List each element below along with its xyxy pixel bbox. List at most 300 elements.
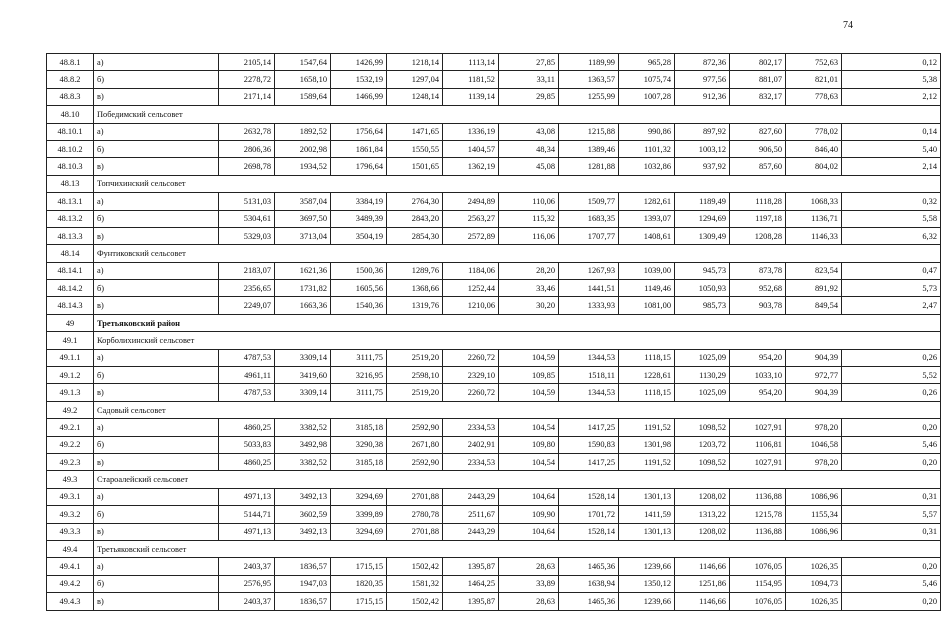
row-code: 48.10.1 [47, 123, 94, 140]
row-code: 48.13 [47, 175, 94, 192]
row-variant-label: в) [94, 523, 219, 540]
value-cell: 2171,14 [219, 88, 275, 105]
value-cell: 1500,36 [331, 262, 387, 279]
value-cell: 821,01 [786, 71, 842, 88]
value-cell: 1301,13 [619, 488, 675, 505]
section-title: Победимский сельсовет [94, 106, 941, 123]
value-cell: 1663,36 [275, 297, 331, 314]
row-code: 48.10.2 [47, 140, 94, 157]
value-cell: 1441,51 [559, 280, 619, 297]
value-cell: 1590,83 [559, 436, 619, 453]
value-cell: 1146,33 [786, 227, 842, 244]
row-code: 49.4.1 [47, 558, 94, 575]
value-cell: 1208,02 [675, 523, 730, 540]
value-cell: 1350,12 [619, 575, 675, 592]
value-cell: 5144,71 [219, 506, 275, 523]
value-cell: 897,92 [675, 123, 730, 140]
value-cell: 2249,07 [219, 297, 275, 314]
row-code: 49.3 [47, 471, 94, 488]
value-cell: 2780,78 [387, 506, 443, 523]
value-cell: 827,60 [730, 123, 786, 140]
value-cell: 1605,56 [331, 280, 387, 297]
value-cell: 5,46 [842, 575, 941, 592]
value-cell: 1395,87 [443, 593, 499, 610]
value-cell: 1502,42 [387, 593, 443, 610]
value-cell: 881,07 [730, 71, 786, 88]
value-cell: 110,06 [499, 193, 559, 210]
row-variant-label: б) [94, 71, 219, 88]
row-variant-label: а) [94, 349, 219, 366]
value-cell: 1701,72 [559, 506, 619, 523]
value-cell: 2632,78 [219, 123, 275, 140]
value-cell: 43,08 [499, 123, 559, 140]
row-variant-label: б) [94, 436, 219, 453]
value-cell: 1076,05 [730, 593, 786, 610]
value-cell: 1003,12 [675, 140, 730, 157]
table-row [47, 54, 941, 71]
value-cell: 965,28 [619, 54, 675, 71]
value-cell: 1301,13 [619, 523, 675, 540]
value-cell: 1007,28 [619, 88, 675, 105]
value-cell: 1417,25 [559, 419, 619, 436]
value-cell: 33,46 [499, 280, 559, 297]
value-cell: 1218,14 [387, 54, 443, 71]
value-cell: 1197,18 [730, 210, 786, 227]
value-cell: 0,31 [842, 523, 941, 540]
value-cell: 2260,72 [443, 349, 499, 366]
row-variant-label: б) [94, 140, 219, 157]
value-cell: 2671,80 [387, 436, 443, 453]
value-cell: 1333,93 [559, 297, 619, 314]
value-cell: 3697,50 [275, 210, 331, 227]
value-cell: 2764,30 [387, 193, 443, 210]
value-cell: 1118,15 [619, 349, 675, 366]
value-cell: 4787,53 [219, 384, 275, 401]
table-row [47, 227, 941, 244]
value-cell: 2701,88 [387, 488, 443, 505]
value-cell: 2806,36 [219, 140, 275, 157]
value-cell: 1032,86 [619, 158, 675, 175]
row-code: 48.14.1 [47, 262, 94, 279]
value-cell: 903,78 [730, 297, 786, 314]
value-cell: 1215,78 [730, 506, 786, 523]
value-cell: 1658,10 [275, 71, 331, 88]
value-cell: 1181,52 [443, 71, 499, 88]
value-cell: 1502,42 [387, 558, 443, 575]
value-cell: 2519,20 [387, 349, 443, 366]
value-cell: 1417,25 [559, 453, 619, 470]
section-title: Садовый сельсовет [94, 401, 941, 418]
value-cell: 1106,81 [730, 436, 786, 453]
value-cell: 1344,53 [559, 349, 619, 366]
value-cell: 1101,32 [619, 140, 675, 157]
table-row [47, 193, 941, 210]
row-variant-label: в) [94, 453, 219, 470]
value-cell: 1363,57 [559, 71, 619, 88]
row-code: 49.2.3 [47, 453, 94, 470]
row-code: 49.4 [47, 540, 94, 557]
value-cell: 1136,71 [786, 210, 842, 227]
value-cell: 1146,66 [675, 593, 730, 610]
value-cell: 2403,37 [219, 558, 275, 575]
table-row [47, 71, 941, 88]
value-cell: 2598,10 [387, 367, 443, 384]
value-cell: 1191,52 [619, 453, 675, 470]
value-cell: 1589,64 [275, 88, 331, 105]
value-cell: 1368,66 [387, 280, 443, 297]
value-cell: 1581,32 [387, 575, 443, 592]
value-cell: 1118,28 [730, 193, 786, 210]
row-variant-label: в) [94, 158, 219, 175]
value-cell: 1638,94 [559, 575, 619, 592]
value-cell: 3489,39 [331, 210, 387, 227]
section-title: Топчихинский сельсовет [94, 175, 941, 192]
value-cell: 1518,11 [559, 367, 619, 384]
row-code: 49.3.2 [47, 506, 94, 523]
value-cell: 0,31 [842, 488, 941, 505]
row-variant-label: а) [94, 488, 219, 505]
value-cell: 1471,65 [387, 123, 443, 140]
value-cell: 104,59 [499, 384, 559, 401]
value-cell: 823,54 [786, 262, 842, 279]
value-cell: 1026,35 [786, 593, 842, 610]
value-cell: 1540,36 [331, 297, 387, 314]
value-cell: 954,20 [730, 384, 786, 401]
value-cell: 2592,90 [387, 419, 443, 436]
row-code: 48.14 [47, 245, 94, 262]
row-code: 49.2 [47, 401, 94, 418]
value-cell: 5329,03 [219, 227, 275, 244]
district-header-row [47, 314, 941, 331]
value-cell: 2278,72 [219, 71, 275, 88]
value-cell: 832,17 [730, 88, 786, 105]
value-cell: 2334,53 [443, 419, 499, 436]
value-cell: 846,40 [786, 140, 842, 157]
value-cell: 0,32 [842, 193, 941, 210]
row-code: 49.3.1 [47, 488, 94, 505]
page-number: 74 [843, 20, 853, 31]
row-code: 49.1 [47, 332, 94, 349]
row-variant-label: а) [94, 54, 219, 71]
value-cell: 5,38 [842, 71, 941, 88]
value-cell: 1550,55 [387, 140, 443, 157]
table-row [47, 140, 941, 157]
value-cell: 1075,74 [619, 71, 675, 88]
row-code: 49.2.2 [47, 436, 94, 453]
table-row [47, 436, 941, 453]
value-cell: 115,32 [499, 210, 559, 227]
value-cell: 2403,37 [219, 593, 275, 610]
value-cell: 2563,27 [443, 210, 499, 227]
value-cell: 1426,99 [331, 54, 387, 71]
value-cell: 849,54 [786, 297, 842, 314]
row-code: 49.2.1 [47, 419, 94, 436]
value-cell: 1465,36 [559, 593, 619, 610]
row-variant-label: а) [94, 419, 219, 436]
value-cell: 1208,28 [730, 227, 786, 244]
row-code: 48.8.3 [47, 88, 94, 105]
value-cell: 4860,25 [219, 453, 275, 470]
row-code: 48.8.2 [47, 71, 94, 88]
value-cell: 891,92 [786, 280, 842, 297]
value-cell: 3111,75 [331, 384, 387, 401]
value-cell: 1033,10 [730, 367, 786, 384]
value-cell: 1046,58 [786, 436, 842, 453]
value-cell: 952,68 [730, 280, 786, 297]
value-cell: 1395,87 [443, 558, 499, 575]
value-cell: 1118,15 [619, 384, 675, 401]
value-cell: 3216,95 [331, 367, 387, 384]
value-cell: 1184,06 [443, 262, 499, 279]
value-cell: 1149,46 [619, 280, 675, 297]
value-cell: 1621,36 [275, 262, 331, 279]
value-cell: 0,20 [842, 453, 941, 470]
value-cell: 1309,49 [675, 227, 730, 244]
value-cell: 1026,35 [786, 558, 842, 575]
value-cell: 1501,65 [387, 158, 443, 175]
table-row [47, 262, 941, 279]
value-cell: 3587,04 [275, 193, 331, 210]
value-cell: 1528,14 [559, 488, 619, 505]
row-variant-label: б) [94, 210, 219, 227]
value-cell: 1319,76 [387, 297, 443, 314]
value-cell: 29,85 [499, 88, 559, 105]
row-code: 49.1.2 [47, 367, 94, 384]
value-cell: 4971,13 [219, 488, 275, 505]
value-cell: 5131,03 [219, 193, 275, 210]
table-row [47, 88, 941, 105]
value-cell: 1228,61 [619, 367, 675, 384]
value-cell: 1155,34 [786, 506, 842, 523]
section-title: Третьяковский сельсовет [94, 540, 941, 557]
table-row [47, 453, 941, 470]
row-code: 48.13.1 [47, 193, 94, 210]
value-cell: 2,14 [842, 158, 941, 175]
value-cell: 2329,10 [443, 367, 499, 384]
value-cell: 1756,64 [331, 123, 387, 140]
value-cell: 109,80 [499, 436, 559, 453]
value-cell: 1098,52 [675, 419, 730, 436]
value-cell: 3504,19 [331, 227, 387, 244]
row-code: 48.14.2 [47, 280, 94, 297]
value-cell: 1098,52 [675, 453, 730, 470]
value-cell: 3492,13 [275, 488, 331, 505]
value-cell: 1707,77 [559, 227, 619, 244]
section-title: Корболихинский сельсовет [94, 332, 941, 349]
value-cell: 104,64 [499, 523, 559, 540]
value-cell: 1086,96 [786, 488, 842, 505]
value-cell: 1025,09 [675, 349, 730, 366]
value-cell: 1362,19 [443, 158, 499, 175]
value-cell: 3185,18 [331, 419, 387, 436]
table-row [47, 123, 941, 140]
value-cell: 5,58 [842, 210, 941, 227]
value-cell: 1136,88 [730, 523, 786, 540]
value-cell: 1465,36 [559, 558, 619, 575]
value-cell: 28,63 [499, 593, 559, 610]
table-row [47, 575, 941, 592]
value-cell: 1025,09 [675, 384, 730, 401]
value-cell: 1344,53 [559, 384, 619, 401]
value-cell: 33,11 [499, 71, 559, 88]
value-cell: 1251,86 [675, 575, 730, 592]
row-variant-label: а) [94, 558, 219, 575]
value-cell: 1464,25 [443, 575, 499, 592]
value-cell: 802,17 [730, 54, 786, 71]
value-cell: 1411,59 [619, 506, 675, 523]
value-cell: 2356,65 [219, 280, 275, 297]
value-cell: 1136,88 [730, 488, 786, 505]
value-cell: 3399,89 [331, 506, 387, 523]
value-cell: 3602,59 [275, 506, 331, 523]
row-code: 49 [47, 314, 94, 331]
value-cell: 1547,64 [275, 54, 331, 71]
value-cell: 1731,82 [275, 280, 331, 297]
table-row [47, 349, 941, 366]
value-cell: 5033,83 [219, 436, 275, 453]
value-cell: 1050,93 [675, 280, 730, 297]
value-cell: 109,90 [499, 506, 559, 523]
value-cell: 5,57 [842, 506, 941, 523]
value-cell: 873,78 [730, 262, 786, 279]
value-cell: 778,63 [786, 88, 842, 105]
value-cell: 1027,91 [730, 453, 786, 470]
value-cell: 1836,57 [275, 593, 331, 610]
value-cell: 104,54 [499, 453, 559, 470]
value-cell: 1509,77 [559, 193, 619, 210]
value-cell: 28,63 [499, 558, 559, 575]
row-variant-label: в) [94, 593, 219, 610]
table-body [47, 54, 941, 611]
value-cell: 1154,95 [730, 575, 786, 592]
value-cell: 978,20 [786, 453, 842, 470]
value-cell: 1255,99 [559, 88, 619, 105]
value-cell: 27,85 [499, 54, 559, 71]
section-header-row [47, 471, 941, 488]
value-cell: 2572,89 [443, 227, 499, 244]
value-cell: 0,47 [842, 262, 941, 279]
value-cell: 2854,30 [387, 227, 443, 244]
row-variant-label: в) [94, 227, 219, 244]
value-cell: 2105,14 [219, 54, 275, 71]
row-variant-label: б) [94, 280, 219, 297]
value-cell: 3309,14 [275, 349, 331, 366]
row-code: 49.4.3 [47, 593, 94, 610]
value-cell: 1130,29 [675, 367, 730, 384]
row-code: 48.10.3 [47, 158, 94, 175]
value-cell: 912,36 [675, 88, 730, 105]
value-cell: 1683,35 [559, 210, 619, 227]
value-cell: 1189,99 [559, 54, 619, 71]
value-cell: 1289,76 [387, 262, 443, 279]
value-cell: 3309,14 [275, 384, 331, 401]
table-row [47, 297, 941, 314]
value-cell: 1281,88 [559, 158, 619, 175]
table-row [47, 419, 941, 436]
value-cell: 0,12 [842, 54, 941, 71]
value-cell: 1191,52 [619, 419, 675, 436]
value-cell: 1404,57 [443, 140, 499, 157]
value-cell: 48,34 [499, 140, 559, 157]
value-cell: 1796,64 [331, 158, 387, 175]
value-cell: 1267,93 [559, 262, 619, 279]
row-code: 49.1.3 [47, 384, 94, 401]
value-cell: 2260,72 [443, 384, 499, 401]
section-title: Староалейский сельсовет [94, 471, 941, 488]
value-cell: 3713,04 [275, 227, 331, 244]
value-cell: 2701,88 [387, 523, 443, 540]
value-cell: 1086,96 [786, 523, 842, 540]
table-row [47, 523, 941, 540]
section-header-row [47, 106, 941, 123]
row-variant-label: в) [94, 384, 219, 401]
value-cell: 954,20 [730, 349, 786, 366]
value-cell: 0,26 [842, 384, 941, 401]
table-row [47, 367, 941, 384]
value-cell: 2494,89 [443, 193, 499, 210]
row-variant-label: в) [94, 88, 219, 105]
value-cell: 5,52 [842, 367, 941, 384]
value-cell: 804,02 [786, 158, 842, 175]
value-cell: 1248,14 [387, 88, 443, 105]
row-variant-label: а) [94, 123, 219, 140]
value-cell: 2576,95 [219, 575, 275, 592]
value-cell: 1252,44 [443, 280, 499, 297]
row-code: 48.10 [47, 106, 94, 123]
value-cell: 3492,98 [275, 436, 331, 453]
value-cell: 2443,29 [443, 488, 499, 505]
value-cell: 30,20 [499, 297, 559, 314]
value-cell: 5,73 [842, 280, 941, 297]
section-title: Третьяковский район [94, 314, 941, 331]
table-row [47, 384, 941, 401]
value-cell: 3111,75 [331, 349, 387, 366]
section-header-row [47, 540, 941, 557]
value-cell: 937,92 [675, 158, 730, 175]
value-cell: 1239,66 [619, 558, 675, 575]
value-cell: 1039,00 [619, 262, 675, 279]
value-cell: 2443,29 [443, 523, 499, 540]
table-row [47, 158, 941, 175]
tariff-table [46, 53, 941, 611]
value-cell: 2002,98 [275, 140, 331, 157]
value-cell: 104,59 [499, 349, 559, 366]
value-cell: 857,60 [730, 158, 786, 175]
value-cell: 2183,07 [219, 262, 275, 279]
value-cell: 5,40 [842, 140, 941, 157]
value-cell: 0,20 [842, 593, 941, 610]
value-cell: 1203,72 [675, 436, 730, 453]
value-cell: 2334,53 [443, 453, 499, 470]
value-cell: 3185,18 [331, 453, 387, 470]
table-row [47, 488, 941, 505]
value-cell: 1715,15 [331, 593, 387, 610]
value-cell: 1297,04 [387, 71, 443, 88]
value-cell: 990,86 [619, 123, 675, 140]
row-code: 48.13.2 [47, 210, 94, 227]
value-cell: 1947,03 [275, 575, 331, 592]
value-cell: 1215,88 [559, 123, 619, 140]
value-cell: 1836,57 [275, 558, 331, 575]
value-cell: 1892,52 [275, 123, 331, 140]
table-row [47, 593, 941, 610]
value-cell: 2,47 [842, 297, 941, 314]
value-cell: 1189,49 [675, 193, 730, 210]
section-header-row [47, 332, 941, 349]
value-cell: 2,12 [842, 88, 941, 105]
value-cell: 1027,91 [730, 419, 786, 436]
table-row [47, 210, 941, 227]
